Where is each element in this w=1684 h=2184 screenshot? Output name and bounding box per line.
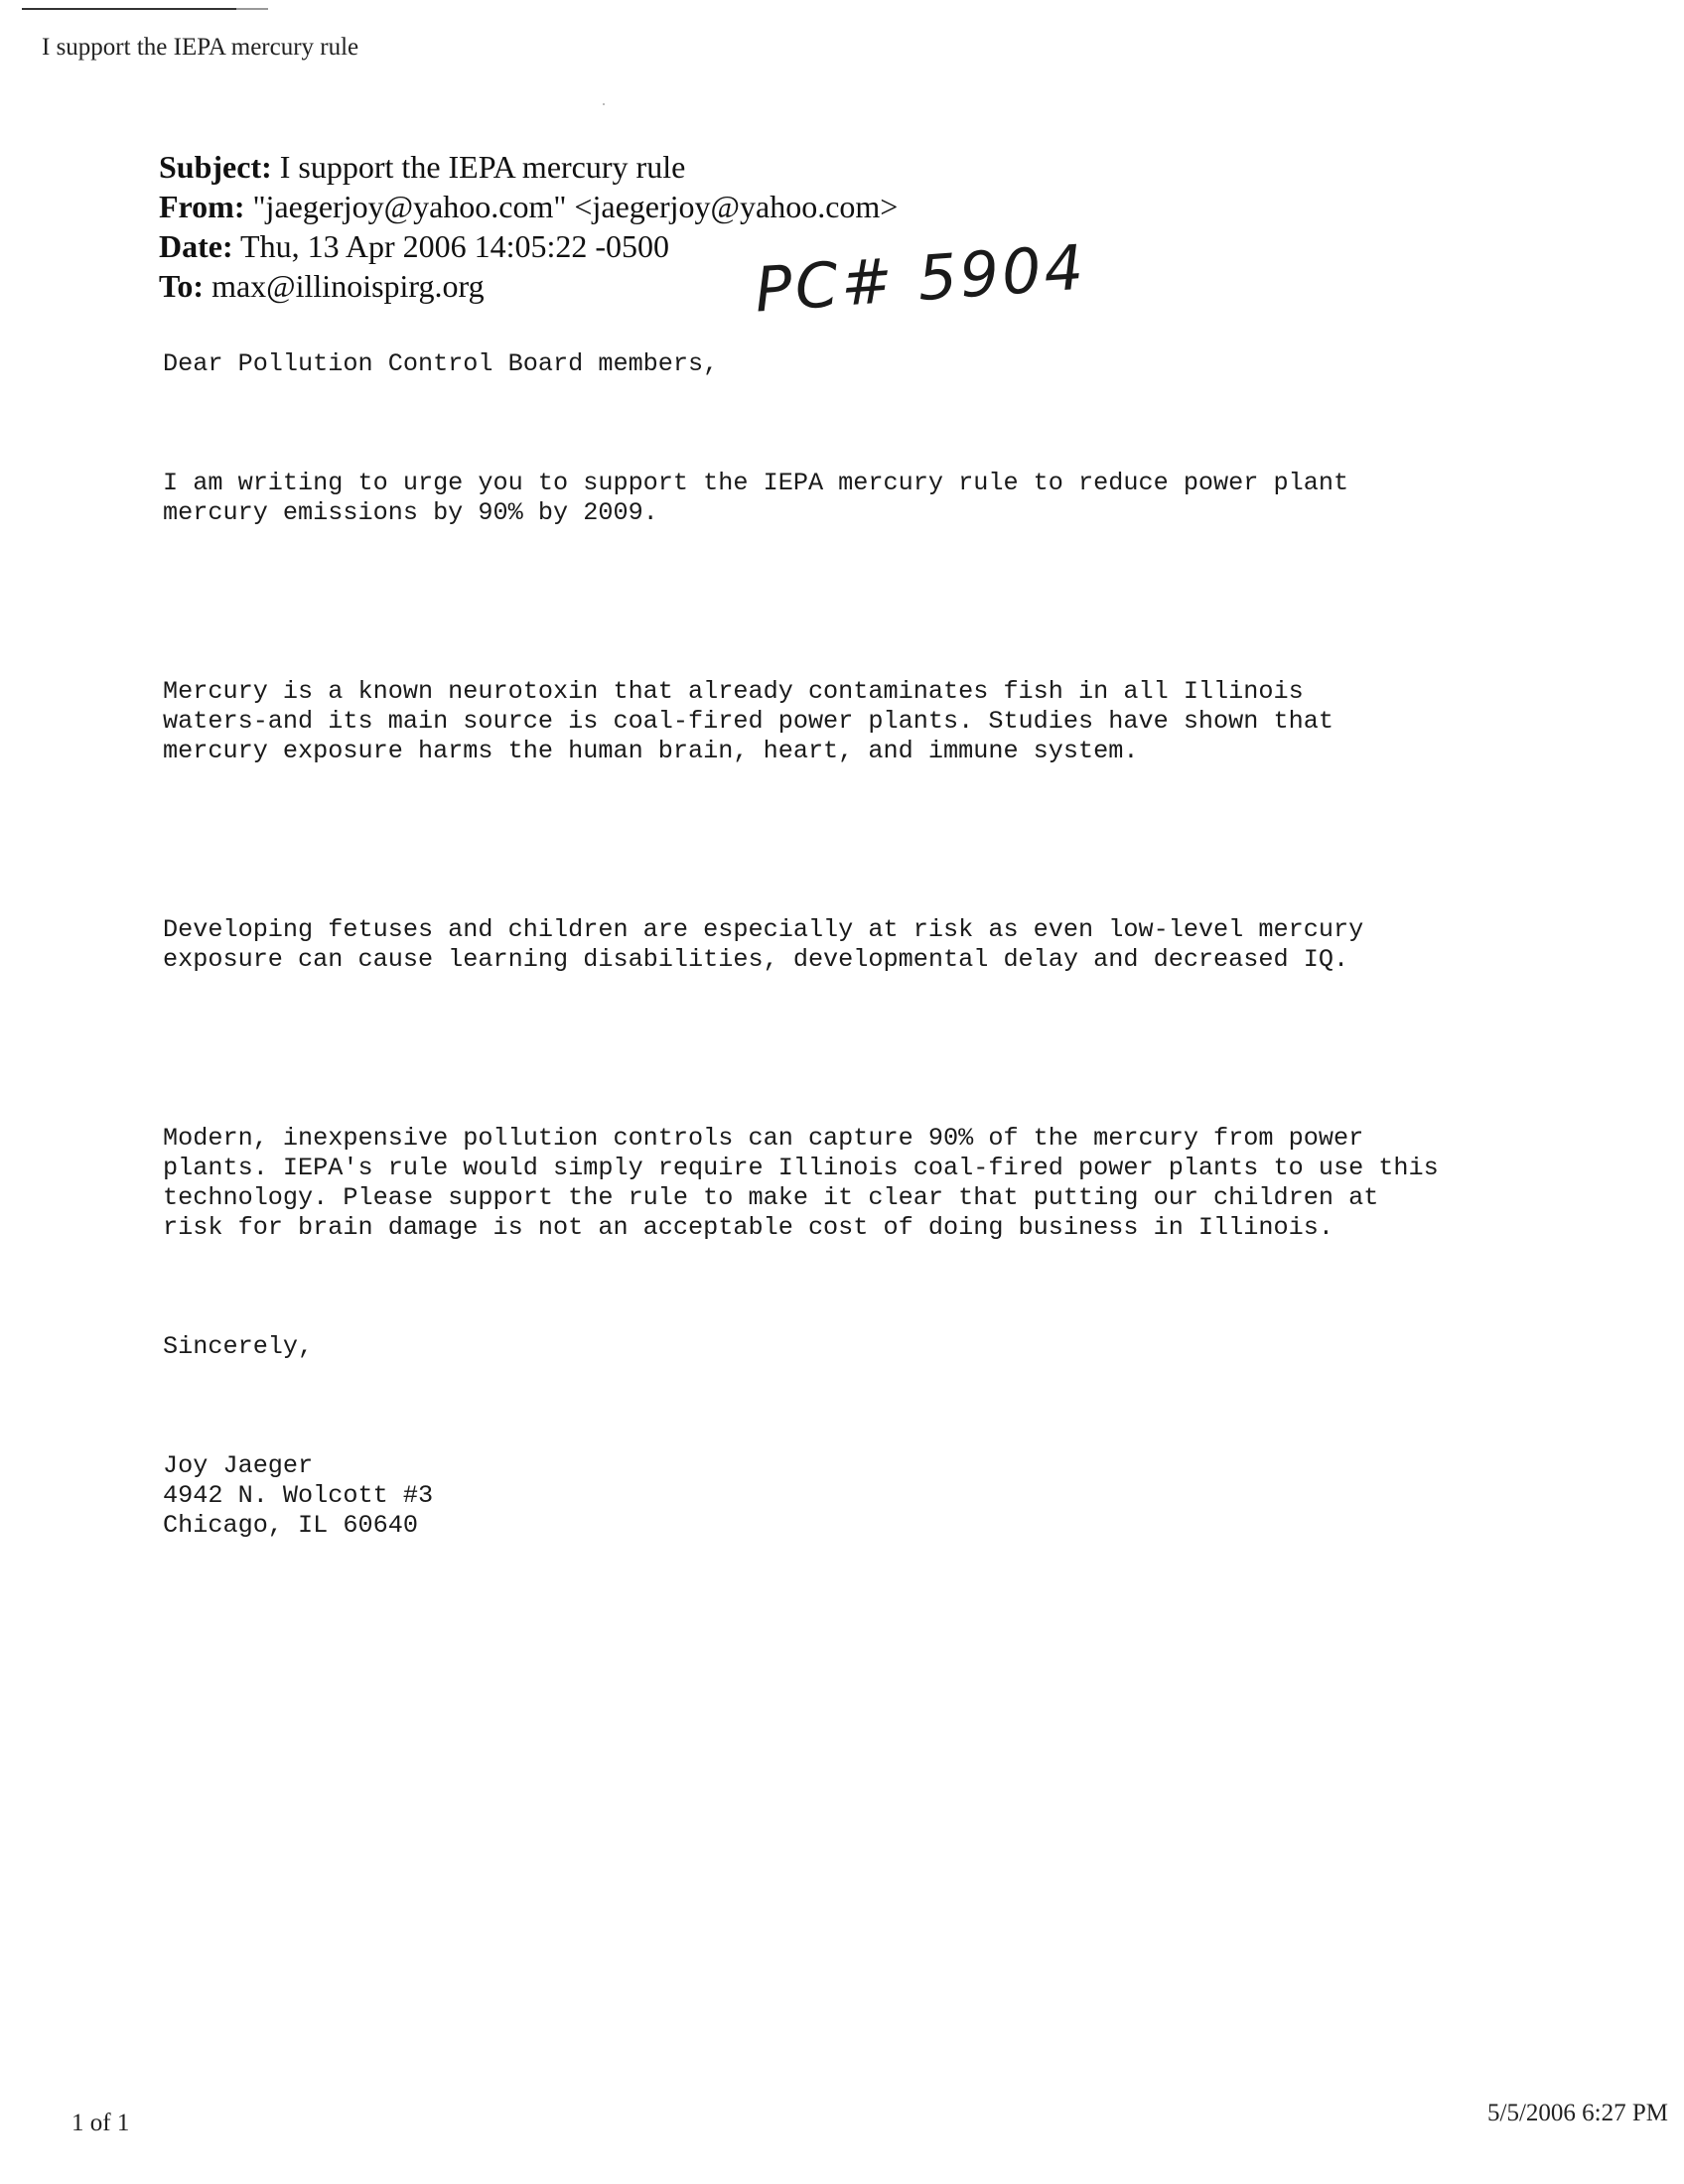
signature-block [163,1392,1573,1600]
print-header-title: I support the IEPA mercury rule [42,34,359,61]
body-line: waters-and its main source is coal-fired power plants. Studies have shown that [163,707,1333,736]
to-label: To: [159,268,205,304]
footer-print-date: 5/5/2006 6:27 PM [1487,2100,1668,2126]
body-line: Modern, inexpensive pollution controls can capture 90% of the mercury from power [163,1124,1364,1153]
body-line: exposure can cause learning disabilities, developmental delay and decreased IQ. [163,945,1349,974]
email-body [163,349,1573,1630]
footer-page-count: 1 of 1 [71,2110,130,2136]
body-line: plants. IEPA's rule would simply require Illinois coal-fired power plants to use this [163,1154,1439,1182]
subject-value: I support the IEPA mercury rule [279,149,686,185]
date-value: Thu, 13 Apr 2006 14:05:22 -0500 [240,228,670,264]
closing: Sincerely, [163,1332,314,1361]
subject-row [159,147,898,187]
signature-address: 4942 N. Wolcott #3 [163,1481,434,1510]
paragraph-3 [163,856,1573,1034]
paragraph-1 [163,409,1573,588]
date-label: Date: [159,228,233,264]
body-line: Mercury is a known neurotoxin that already contaminates fish in all Illinois [163,677,1304,706]
to-value: max@illinoispirg.org [211,268,485,304]
body-line: risk for brain damage is not an acceptable cost of doing business in Illinois. [163,1213,1333,1242]
scan-speck [603,103,605,105]
from-value: "jaegerjoy@yahoo.com" <jaegerjoy@yahoo.com> [252,189,899,224]
subject-label: Subject: [159,149,272,185]
paragraph-2 [163,617,1573,826]
body-line: Developing fetuses and children are especially at risk as even low-level mercury [163,915,1364,944]
from-row [159,187,898,226]
handwritten-pc-number: PC# 5904 [752,230,1089,327]
top-rule-dash [236,8,268,10]
body-line: mercury exposure harms the human brain, heart, and immune system. [163,737,1139,765]
greeting: Dear Pollution Control Board members, [163,349,719,378]
signature-name: Joy Jaeger [163,1451,314,1480]
paragraph-4 [163,1064,1573,1302]
body-line: technology. Please support the rule to make it clear that putting our children at [163,1183,1379,1212]
signature-city: Chicago, IL 60640 [163,1511,418,1540]
body-line: I am writing to urge you to support the IEPA mercury rule to reduce power plant [163,469,1349,497]
from-label: From: [159,189,245,224]
top-rule-line [22,8,268,10]
body-line: mercury emissions by 90% by 2009. [163,498,658,527]
